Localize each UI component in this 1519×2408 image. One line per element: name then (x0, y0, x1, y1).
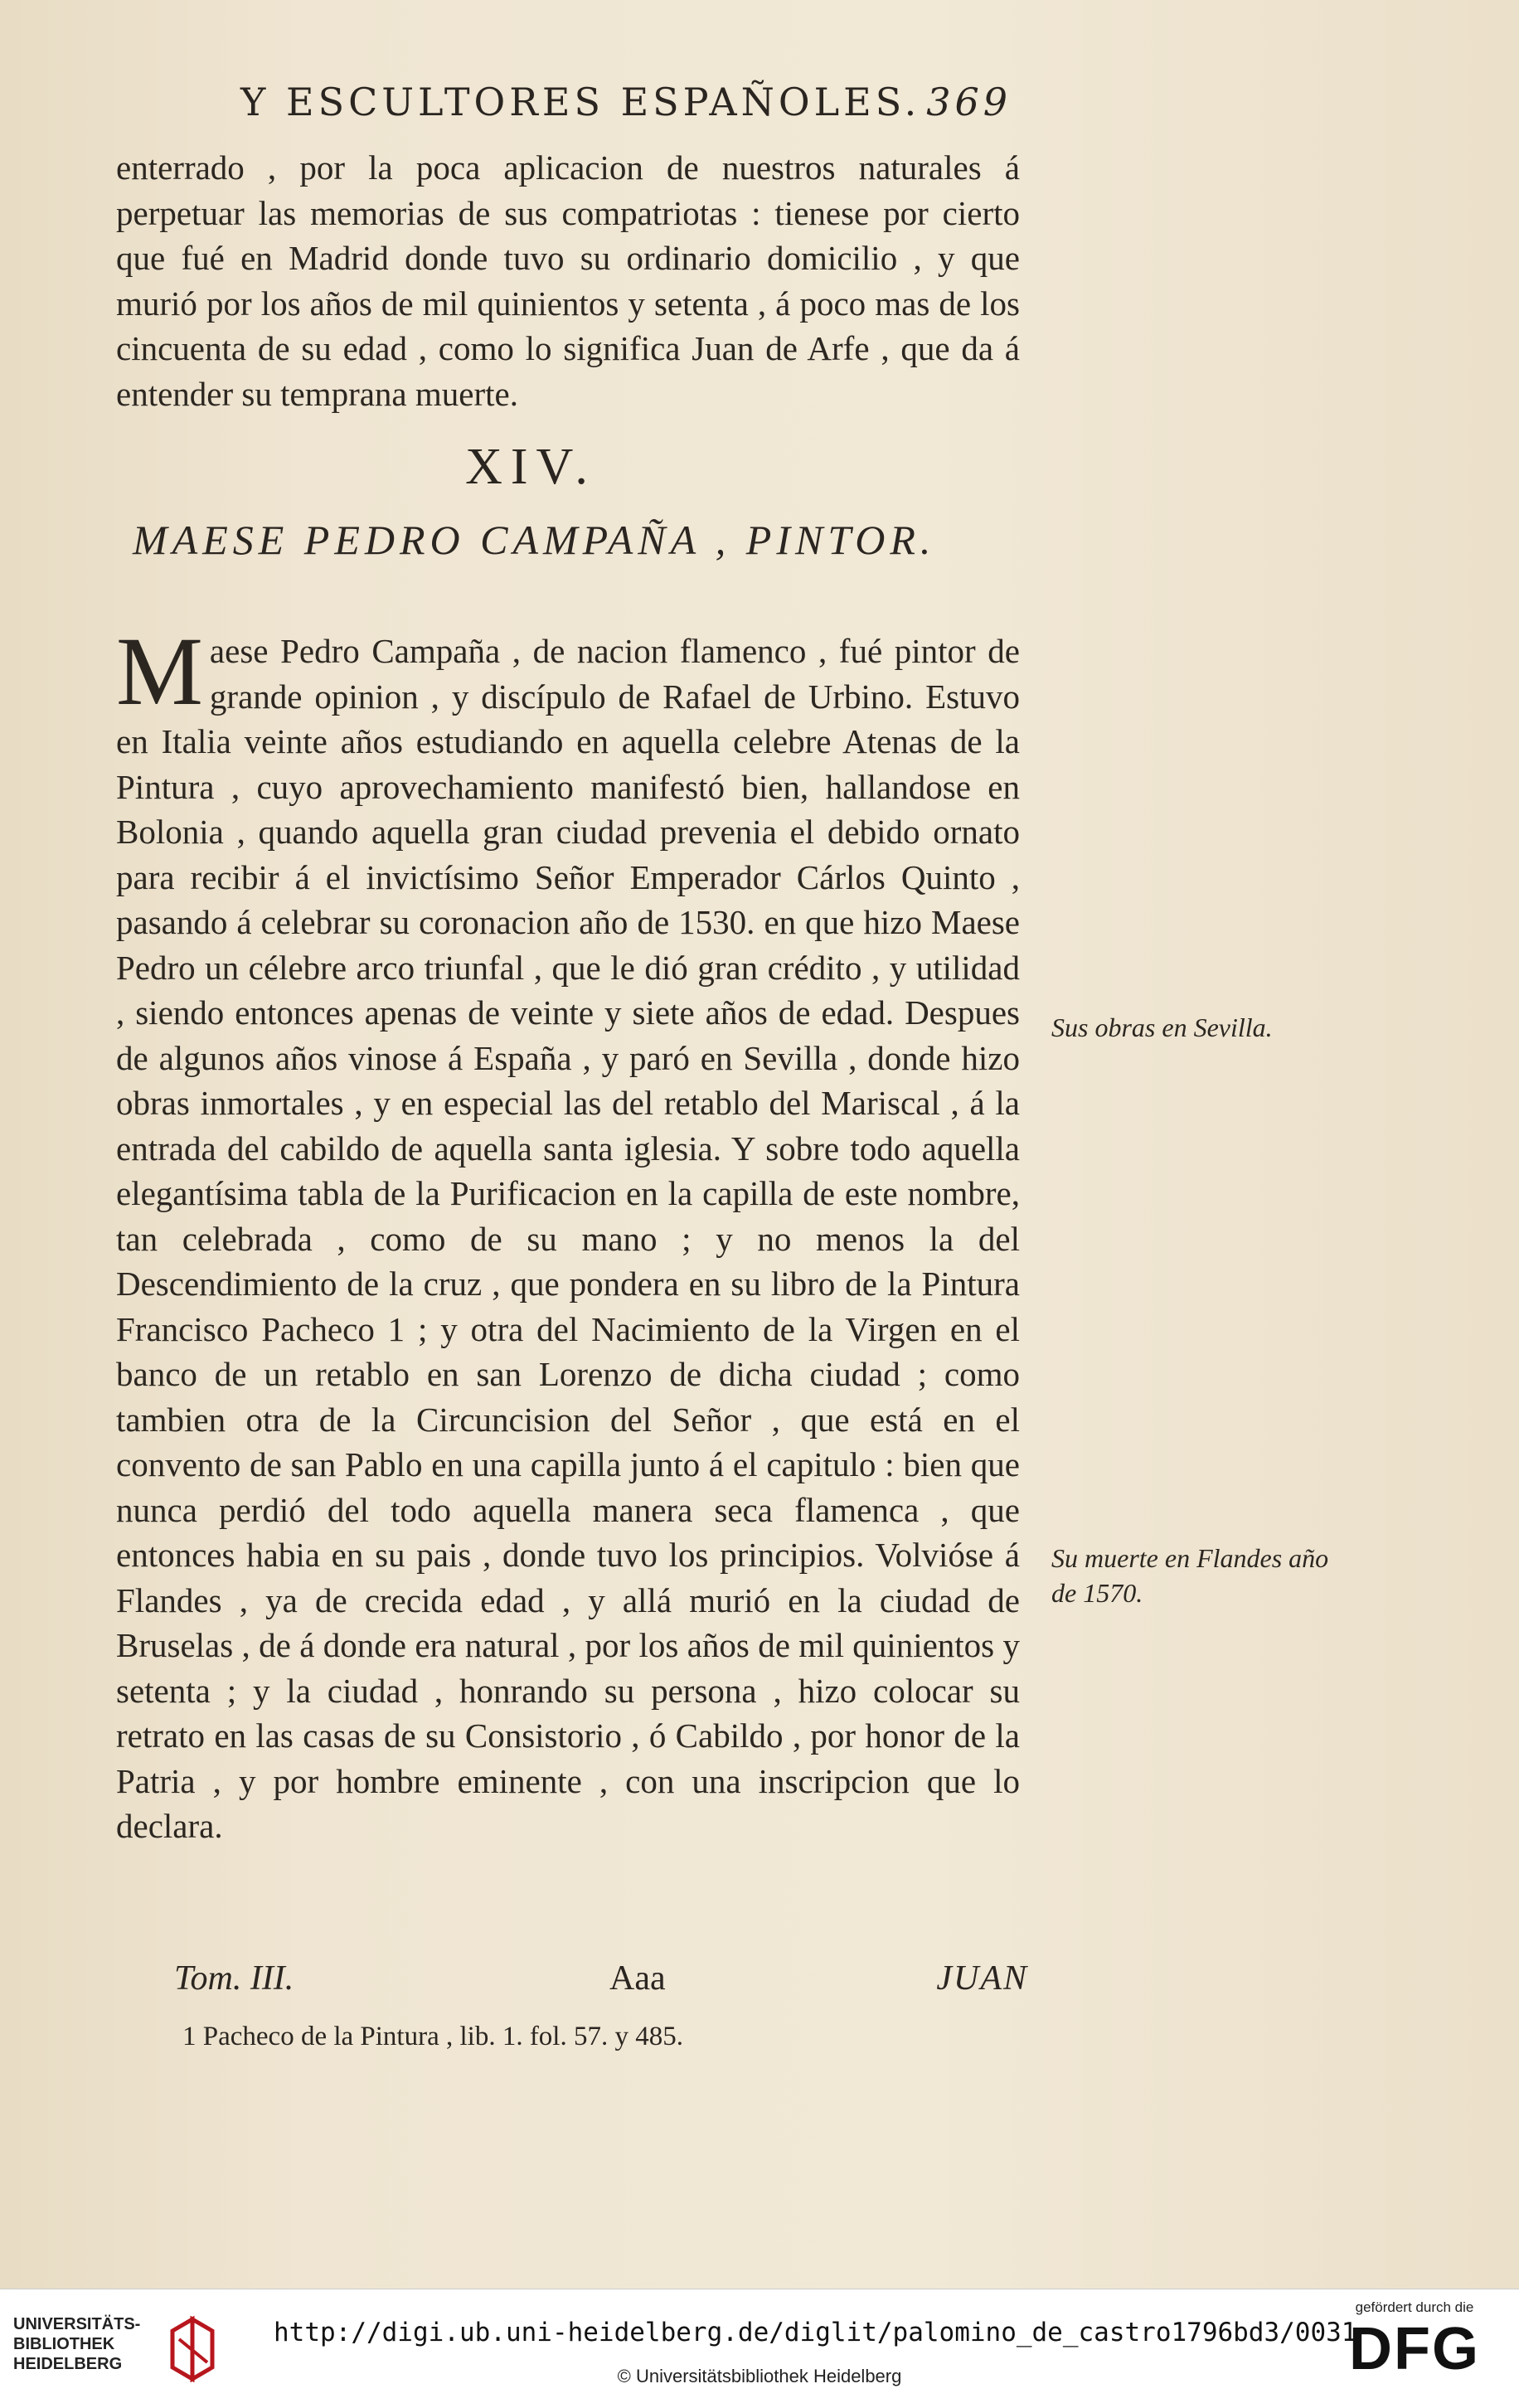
chapter-title: MAESE PEDRO CAMPAÑA , PINTOR. (133, 517, 936, 563)
footnote: 1 Pacheco de la Pintura , lib. 1. fol. 57. y 485. (182, 2022, 683, 2051)
page-number: 369 (926, 80, 1012, 124)
library-name: UNIVERSITÄTS- BIBLIOTHEK HEIDELBERG (13, 2315, 141, 2373)
marginal-note-death: Su muerte en Flandes año de 1570. (1051, 1543, 1329, 1608)
viewer-footer-bar (0, 2289, 1519, 2408)
chapter-number: XIV. (465, 439, 596, 495)
catchword: JUAN (936, 1959, 1028, 1998)
signature-mark: Aaa (609, 1959, 666, 1998)
copyright-notice: © Universitätsbibliothek Heidelberg (617, 2366, 902, 2386)
dfg-block (1348, 2299, 1481, 2382)
drop-capital: M (116, 617, 203, 726)
main-paragraph-text: aese Pedro Campaña , de nacion flamenco , fué pintor de grande opinion , y discípulo de Rafael de Urbino. Estuvo en Italia veinte años estudiando en aquella celebre Atenas de la Pintura , cuyo aprovechamiento manifestó bien, hallandose en Bolonia , quando aquella gran ciudad prevenia el debido ornato para recibir á el invictísimo Señor Emperador Cárlos Quinto , pasando á celebrar su coronacion año de 1530. en que hizo Maese Pedro un célebre arco triunfal , que le dió gran crédito , y utilidad , siendo entonces apenas de veinte y siete años de edad. Despues de algunos años vinose á España , y paró en Sevilla , donde hizo obras inmortales , y en especial las del retablo del Mariscal , á la entrada del cabildo de aquella santa iglesia. Y sobre todo aquella elegantísima tabla de la Purificacion en la capilla de este nombre, tan celebrada , como de su mano ; y no menos la del Descendimiento de la cruz , que pondera en su libro de la Pintura Francisco Pacheco 1 ; y otra del Nacimiento de la Virgen en el banco de un retablo en san Lorenzo de dicha ciudad ; como tambien otra de la Circuncision del Señor , que está en el convento de san Pablo en una capilla junto á el capitulo : bien que nunca perdió del todo aquella manera seca flamenca , que entonces habia en su pais , donde tuvo los principios. Volvióse á Flandes , ya de crecida edad , y allá murió en la ciudad de Bruselas , de á donde era natural , por los años de mil quinientos y setenta ; y la ciudad , honrando su persona , hizo colocar su retrato en las casas de su Consistorio , ó Cabildo , por honor de la Patria , y por hombre eminente , con una inscripcion que lo declara. (116, 632, 1020, 1845)
marginal-note-works: Sus obras en Sevilla. (1051, 1012, 1273, 1042)
funding-note: gefördert durch die (1355, 2299, 1474, 2315)
permalink-url[interactable]: http://digi.ub.uni-heidelberg.de/diglit/palomino_de_castro1796bd3/0031 (274, 2318, 1357, 2347)
volume-label: Tom. III. (174, 1959, 294, 1998)
catchline (174, 1959, 1028, 2008)
dfg-logo: DFG (1349, 2316, 1480, 2382)
opening-paragraph: enterrado , por la poca aplicacion de nuestros naturales á perpetuar las memorias de sus compatriotas : tienese por cierto que fué en Madrid donde tuvo su ordinario domicilio , y que murió por los años de mil quinientos y setenta , á poco mas de los cincuenta de su edad , como lo significa Juan de Arfe , que da á entender su temprana muerte. (116, 148, 1020, 413)
running-head-title: Y ESCULTORES ESPAÑOLES. (240, 80, 921, 124)
main-paragraph (116, 617, 1020, 1849)
